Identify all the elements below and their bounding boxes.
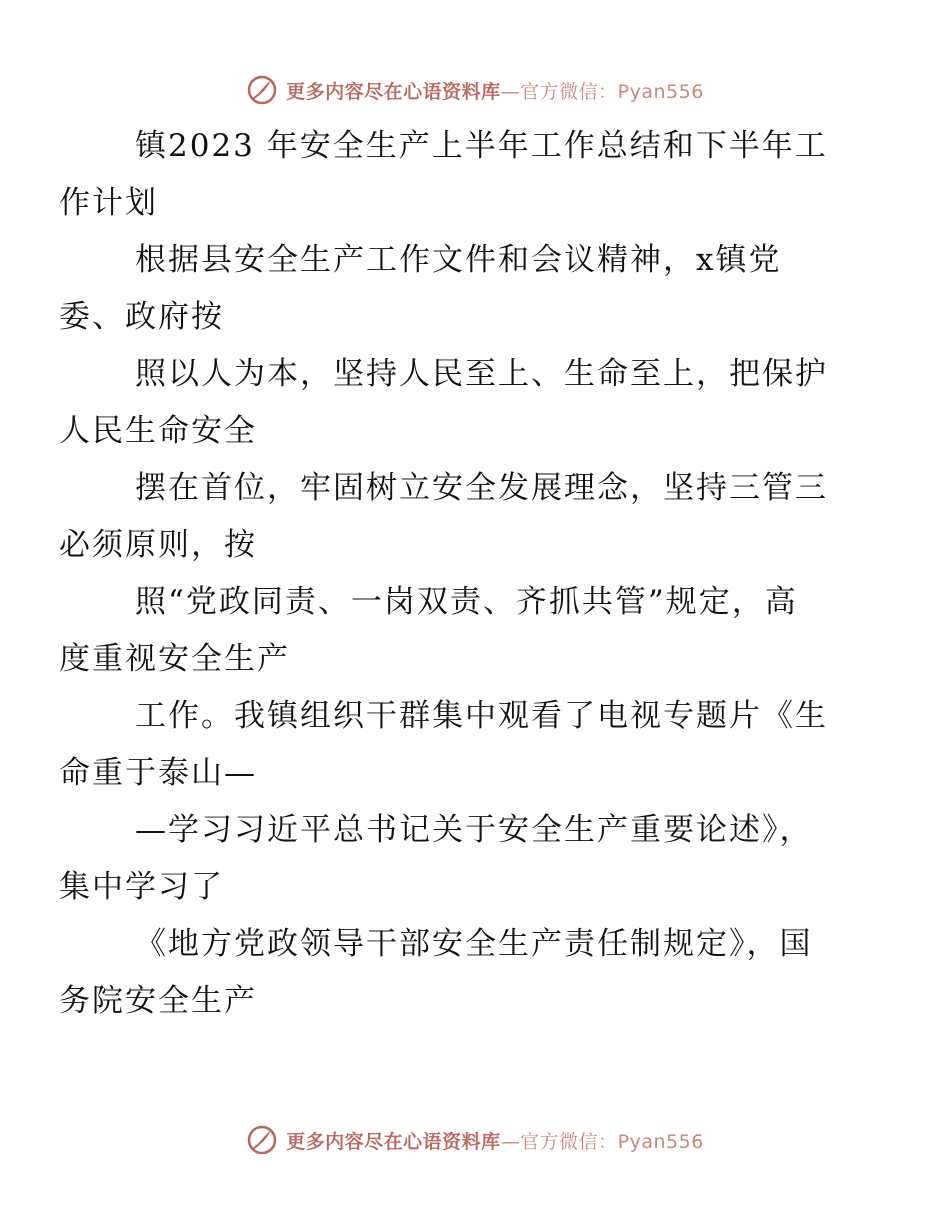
watermark-site-text: 更多内容尽在心语资料库 [286,1130,501,1153]
feather-seal-icon [246,74,278,106]
paragraph: 摆在首位，牢固树立安全发展理念，坚持三管三 必须原则，按 [59,470,828,563]
watermark-dash: — [500,1130,521,1153]
paragraph: 根据县安全生产工作文件和会议精神，x镇党 委、政府按 [59,242,782,335]
watermark-dash: — [500,80,521,103]
header-watermark [0,70,950,110]
paragraph: 照以人为本，坚持人民至上、生命至上，把保护 人民生命安全 [59,356,828,449]
watermark-wechat-text: 官方微信：Pyan556 [520,1130,704,1153]
paragraph-title: 镇2023 年安全生产上半年工作总结和下半年工 作计划 [59,128,828,221]
watermark-wechat-text: 官方微信：Pyan556 [520,80,704,103]
paragraph: 工作。我镇组织干群集中观看了电视专题片《生 命重于泰山— [59,698,828,791]
feather-seal-icon [246,1124,278,1156]
paragraph: 《地方党政领导干部安全生产责任制规定》，国 务院安全生产 [59,926,813,1019]
footer-watermark [0,1120,950,1160]
document-body [59,118,857,1030]
watermark-site-text: 更多内容尽在心语资料库 [286,80,501,103]
paragraph: —学习习近平总书记关于安全生产重要论述》， 集中学习了 [59,812,813,905]
paragraph: 照“党政同责、一岗双责、齐抓共管”规定，高 度重视安全生产 [59,584,798,677]
